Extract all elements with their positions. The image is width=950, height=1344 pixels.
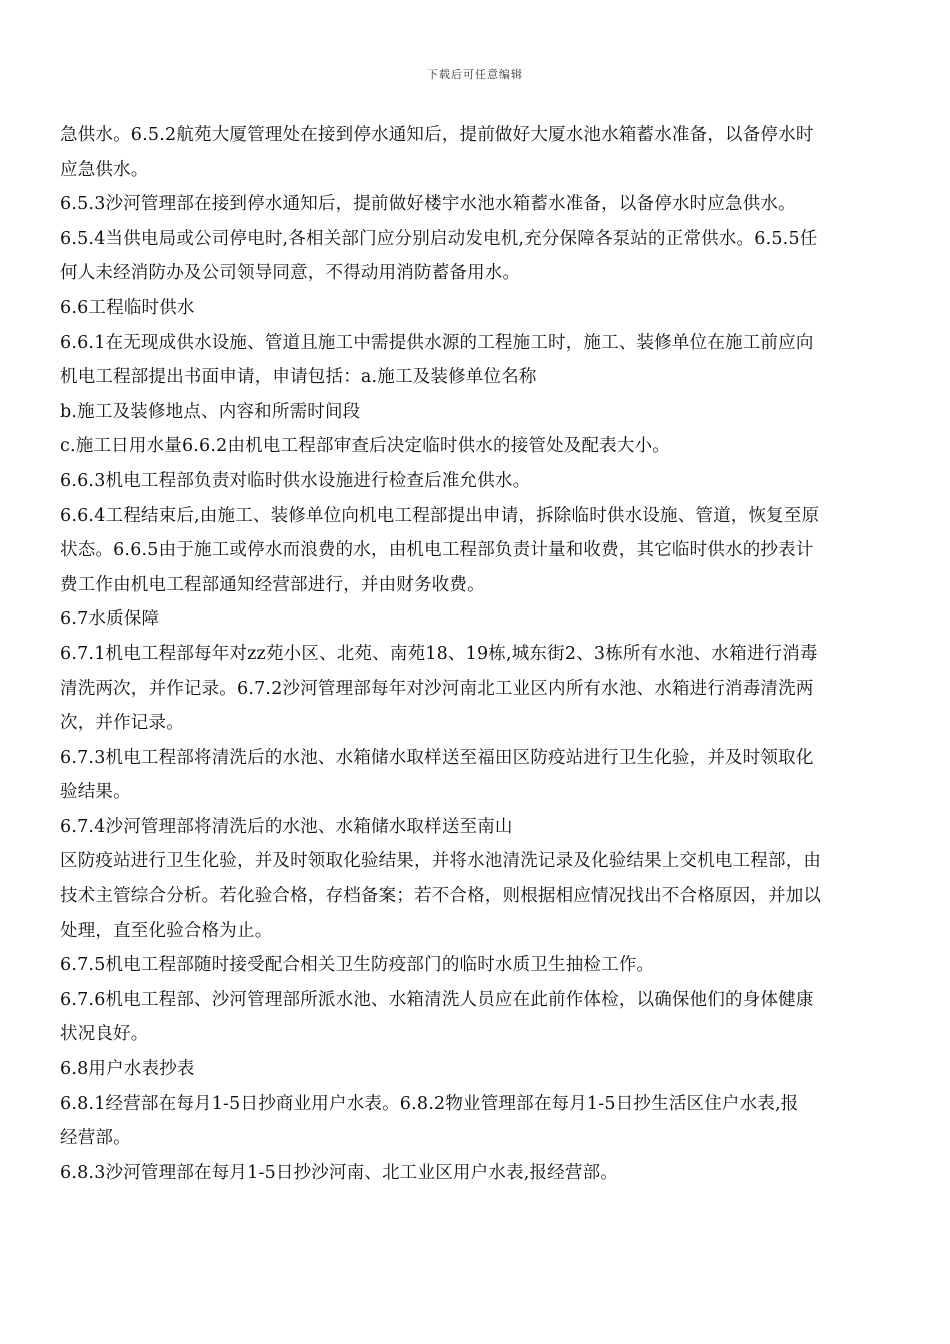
text-line: 机电工程部提出书面申请，申请包括：a.施工及装修单位名称 — [60, 367, 537, 388]
text-line: 6.8.1经营部在每月1-5日抄商业用户水表。6.8.2物业管理部在每月1-5日抄生活区住户水表,报 — [60, 1093, 799, 1114]
text-line: c.施工日用水量6.6.2由机电工程部审查后决定临时供水的接管处及配表大小。 — [60, 436, 670, 457]
text-line: 6.5.4当供电局或公司停电时,各相关部门应分别启动发电机,充分保障各泵站的正常供水。6.5.5任 — [60, 228, 818, 249]
text-line: 经营部。 — [60, 1128, 131, 1149]
text-line: 6.6.1在无现成供水设施、管道且施工中需提供水源的工程施工时，施工、装修单位在施工前应向 — [60, 332, 814, 353]
text-line: 处理，直至化验合格为止。 — [60, 920, 273, 941]
text-line: 6.7.4沙河管理部将清洗后的水池、水箱储水取样送至南山 — [60, 816, 513, 837]
text-line: 何人未经消防办及公司领导同意，不得动用消防蓄备用水。 — [60, 263, 521, 284]
text-line: 区防疫站进行卫生化验，并及时领取化验结果，并将水池清洗记录及化验结果上交机电工程部，由 — [60, 851, 822, 872]
text-line: 状态。6.6.5由于施工或停水而浪费的水，由机电工程部负责计量和收费，其它临时供水的抄表计 — [60, 540, 814, 561]
text-line: 状况良好。 — [60, 1024, 149, 1045]
section-heading: 6.8用户水表抄表 — [60, 1059, 195, 1080]
text-line: 6.7.5机电工程部随时接受配合相关卫生防疫部门的临时水质卫生抽检工作。 — [60, 955, 655, 976]
section-heading: 6.6工程临时供水 — [60, 297, 195, 318]
text-line: b.施工及装修地点、内容和所需时间段 — [60, 401, 361, 422]
text-line: 6.7.1机电工程部每年对zz苑小区、北苑、南苑18、19栋,城东街2、3栋所有水池、水箱进行消毒 — [60, 643, 818, 664]
text-line: 6.5.3沙河管理部在接到停水通知后，提前做好楼宇水池水箱蓄水准备，以备停水时应急供水。 — [60, 194, 796, 215]
section-heading: 6.7水质保障 — [60, 609, 160, 630]
text-line: 次，并作记录。 — [60, 713, 184, 734]
text-line: 验结果。 — [60, 782, 131, 803]
document-body — [60, 118, 892, 1190]
text-line: 急供水。6.5.2航苑大厦管理处在接到停水通知后，提前做好大厦水池水箱蓄水准备，以备停水时 — [60, 125, 814, 145]
page-header: 下载后可任意编辑 — [427, 68, 523, 81]
text-line: 应急供水。 — [60, 159, 149, 180]
text-line: 技术主管综合分析。若化验合格，存档备案；若不合格，则根据相应情况找出不合格原因，并加以 — [60, 886, 822, 907]
text-line: 6.8.3沙河管理部在每月1-5日抄沙河南、北工业区用户水表,报经营部。 — [60, 1162, 618, 1183]
text-line: 6.6.4工程结束后,由施工、装修单位向机电工程部提出申请，拆除临时供水设施、管道，恢复至原 — [60, 505, 820, 526]
text-line: 费工作由机电工程部通知经营部进行，并由财务收费。 — [60, 574, 485, 595]
text-line: 6.7.3机电工程部将清洗后的水池、水箱储水取样送至福田区防疫站进行卫生化验，并及时领取化 — [60, 747, 814, 768]
text-line: 6.6.3机电工程部负责对临时供水设施进行检查后准允供水。 — [60, 470, 531, 491]
text-line: 6.7.6机电工程部、沙河管理部所派水池、水箱清洗人员应在此前作体检，以确保他们的身体健康 — [60, 989, 814, 1010]
text-line: 清洗两次，并作记录。6.7.2沙河管理部每年对沙河南北工业区内所有水池、水箱进行消毒清洗两 — [60, 678, 814, 699]
